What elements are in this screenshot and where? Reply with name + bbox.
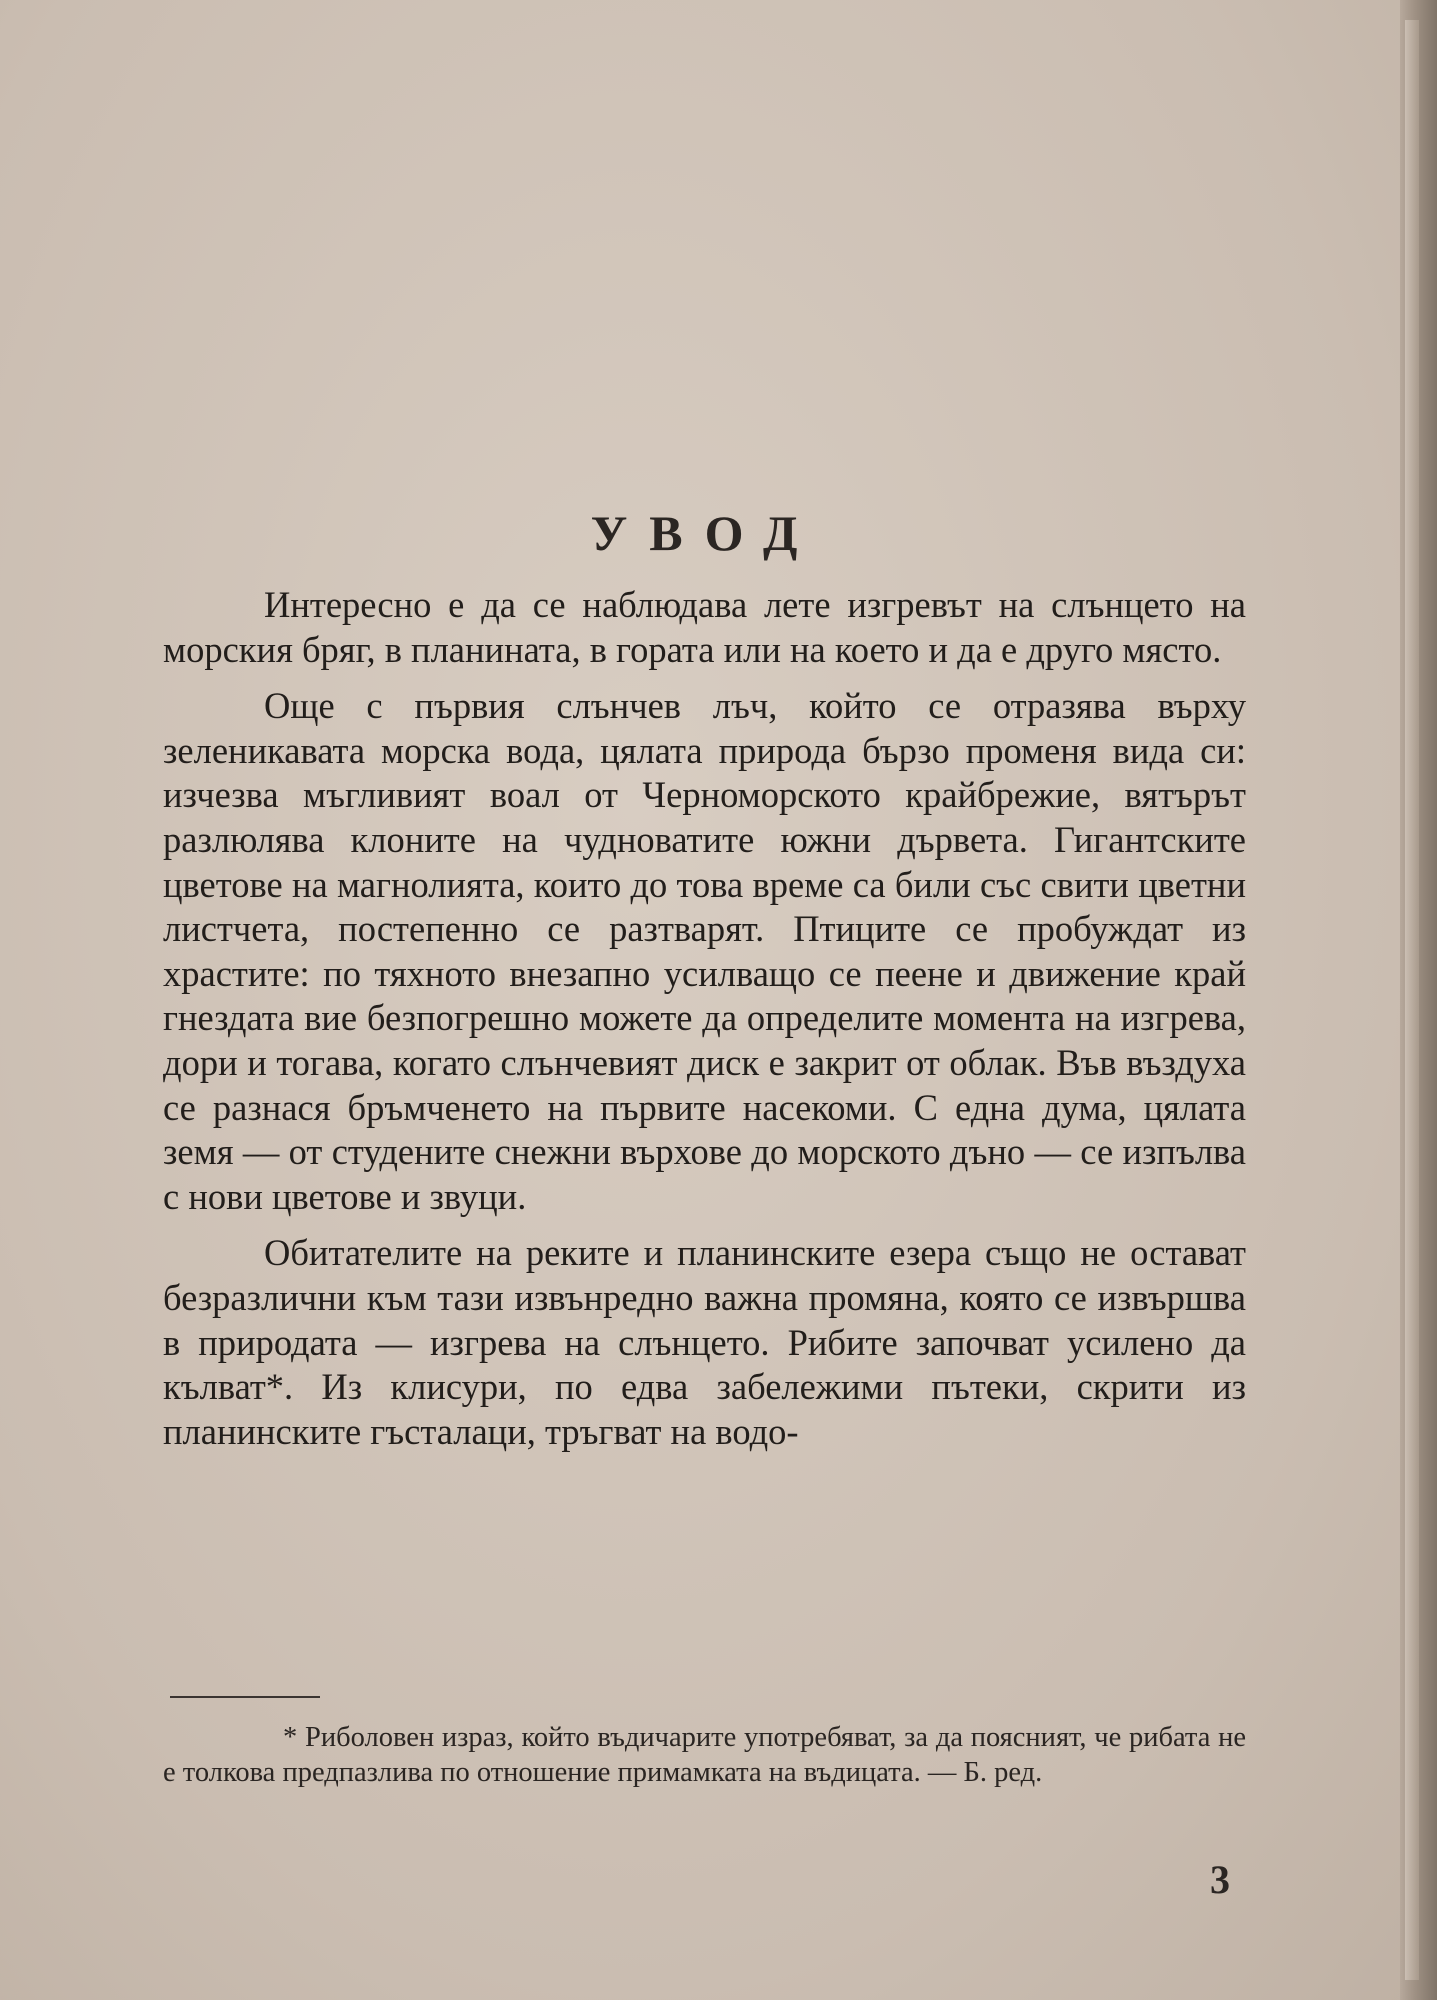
footnote-text: * Риболовен израз, който въдичарите употребяват, за да поясният, че рибата не е толкова предпазлива по отношение примамката на въдицата. — Б. ред. <box>163 1722 1246 1788</box>
paragraph-1: Интересно е да се наблюдава лете изгревът на слънцето на морския бряг, в планината, в гората или на което и да е друго място. <box>163 584 1246 670</box>
body-text <box>163 583 1246 1454</box>
paragraph-2: Още с първия слънчев лъч, който се отразява върху зеленикавата морска вода, цялата природа бързо променя вида си: изчезва мъгливият воал от Черноморското крайбрежие, вятърът разлюлява клоните на чудноватите южни дървета. Гигантските цветове на магнолията, които до това време са били със свити цветни листчета, постепенно се разтварят. Птиците се пробуждат из храстите: по тяхното внезапно усилващо се пеене и движение край гнездата вие безпогрешно можете да определите момента на изгрева, дори и тогава, когато слънчевият диск е закрит от облак. Във въздуха се разнася бръмченето на първите насекоми. С една дума, цялата земя — от студените снежни върхове до морското дъно — се изпълва с нови цветове и звуци. <box>163 685 1246 1217</box>
footnote <box>163 1721 1246 1790</box>
page-number: 3 <box>1210 1857 1230 1902</box>
footnote-divider <box>170 1696 320 1698</box>
paragraph-3: Обитателите на реките и планинските езера също не остават безразлични към тази извънредно важна промяна, която се извършва в природата — изгрева на слънцето. Рибите започват усилено да кълват*. Из клисури, по едва забележими пътеки, скрити из планинските гъсталаци, тръгват на водо- <box>163 1232 1246 1452</box>
chapter-heading: УВОД <box>590 504 820 561</box>
page-stack-edge <box>1405 20 1419 1980</box>
